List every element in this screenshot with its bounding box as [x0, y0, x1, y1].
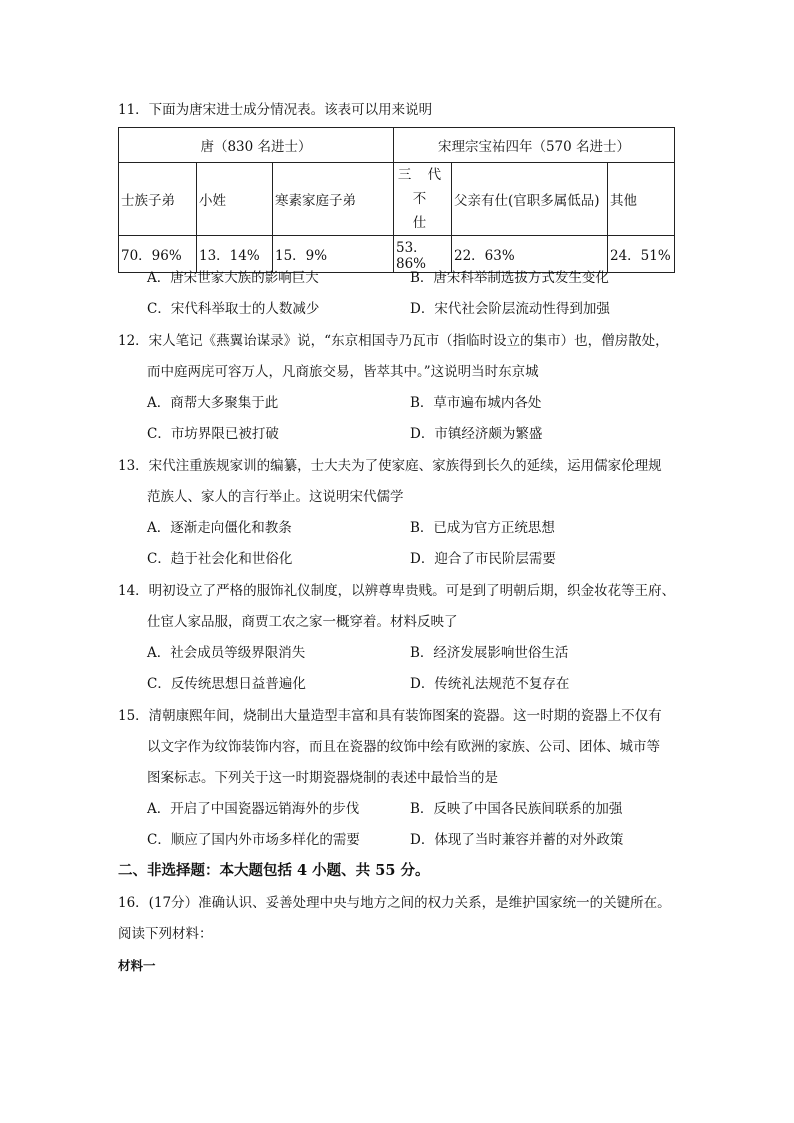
q15-stem-line1: 15．清朝康熙年间，烧制出大量造型丰富和具有装饰图案的瓷器。这一时期的瓷器上不仅有 — [118, 708, 662, 724]
table-cell: 22．63% — [452, 236, 608, 273]
q15-option-b: B．反映了中国各民族间联系的加强 — [410, 801, 623, 817]
q11-option-c: C．宋代科举取士的人数减少 — [147, 301, 320, 317]
q13-option-a: A．逐渐走向僵化和教条 — [147, 520, 292, 536]
q11-stem: 11．下面为唐宋进士成分情况表。该表可以用来说明 — [118, 102, 433, 118]
q14-option-c: C．反传统思想日益普遍化 — [147, 676, 306, 692]
q15-option-c: C．顺应了国内外市场多样化的需要 — [147, 832, 360, 848]
q14-stem-line2: 仕宦人家品服，商贾工农之家一概穿着。材料反映了 — [147, 614, 458, 630]
q11-option-d: D．宋代社会阶层流动性得到加强 — [410, 301, 610, 317]
table-col-qita: 其他 — [608, 163, 675, 236]
q11-option-a: A．唐宋世家大族的影响巨大 — [147, 270, 319, 286]
q14-stem-line1: 14．明初设立了严格的服饰礼仪制度，以辨尊卑贵贱。可是到了明朝后期，织金妆花等王府、 — [118, 583, 676, 599]
q15-option-a: A．开启了中国瓷器远销海外的步伐 — [147, 801, 360, 817]
q13-option-b: B．已成为官方正统思想 — [410, 520, 555, 536]
q12-stem-line2: 而中庭两庑可容万人，凡商旅交易，皆萃其中。”这说明当时东京城 — [147, 364, 539, 380]
table-header-song: 宋理宗宝祐四年（570 名进士） — [394, 128, 675, 163]
q12-stem-line1: 12．宋人笔记《燕翼诒谋录》说，“东京相国寺乃瓦市（指临时设立的集市）也，僧房散处， — [118, 333, 669, 349]
table-col-sandai-line2: 仕 — [412, 215, 433, 231]
q12-option-d: D．市镇经济颇为繁盛 — [410, 426, 543, 442]
q16-stem-line1: 16．(17分）准确认识、妥善处理中央与地方之间的权力关系，是维护国家统一的关键所在。 — [118, 895, 671, 911]
table-header-tang: 唐（830 名进士） — [119, 128, 394, 163]
table-col-sandai-line1: 三 代 不 — [397, 167, 448, 207]
q13-stem-line1: 13．宋代注重族规家训的编纂，士大夫为了使家庭、家族得到长久的延续，运用儒家伦理规 — [118, 458, 662, 474]
q11-table — [118, 127, 675, 273]
q16-material-label: 材料一 — [118, 958, 156, 973]
q12-option-a: A．商帮大多聚集于此 — [147, 395, 279, 411]
table-col-shizu: 士族子弟 — [119, 163, 197, 236]
q12-option-c: C．市坊界限已被打破 — [147, 426, 279, 442]
section-2-title: 二、非选择题：本大题包括 4 小题、共 55 分。 — [118, 862, 430, 879]
q15-stem-line2: 以文字作为纹饰装饰内容，而且在瓷器的纹饰中绘有欧洲的家族、公司、团体、城市等 — [147, 739, 660, 755]
q16-stem-line2: 阅读下列材料： — [118, 926, 213, 942]
q14-option-d: D．传统礼法规范不复存在 — [410, 676, 570, 692]
q13-stem-line2: 范族人、家人的言行举止。这说明宋代儒学 — [147, 489, 404, 505]
q14-option-b: B．经济发展影响世俗生活 — [410, 645, 569, 661]
q15-stem-line3: 图案标志。下列关于这一时期瓷器烧制的表述中最恰当的是 — [147, 770, 498, 786]
table-cell: 13．14% — [197, 236, 273, 273]
q11-option-b: B．唐宋科举制选拔方式发生变化 — [410, 270, 609, 286]
q15-option-d: D．体现了当时兼容并蓄的对外政策 — [410, 832, 624, 848]
table-cell: 15．9% — [273, 236, 394, 273]
table-cell: 53．86% — [394, 236, 452, 273]
q14-option-a: A．社会成员等级界限消失 — [147, 645, 306, 661]
table-cell: 70．96% — [119, 236, 197, 273]
table-col-xiaoxing: 小姓 — [197, 163, 273, 236]
table-col-hansu: 寒素家庭子弟 — [273, 163, 394, 236]
q12-option-b: B．草市遍布城内各处 — [410, 395, 542, 411]
q13-option-c: C．趋于社会化和世俗化 — [147, 551, 293, 567]
table-col-sandai — [394, 163, 452, 236]
table-col-fuqin: 父亲有仕(官职多属低品) — [452, 163, 608, 236]
q13-option-d: D．迎合了市民阶层需要 — [410, 551, 556, 567]
table-cell: 24．51% — [608, 236, 675, 273]
